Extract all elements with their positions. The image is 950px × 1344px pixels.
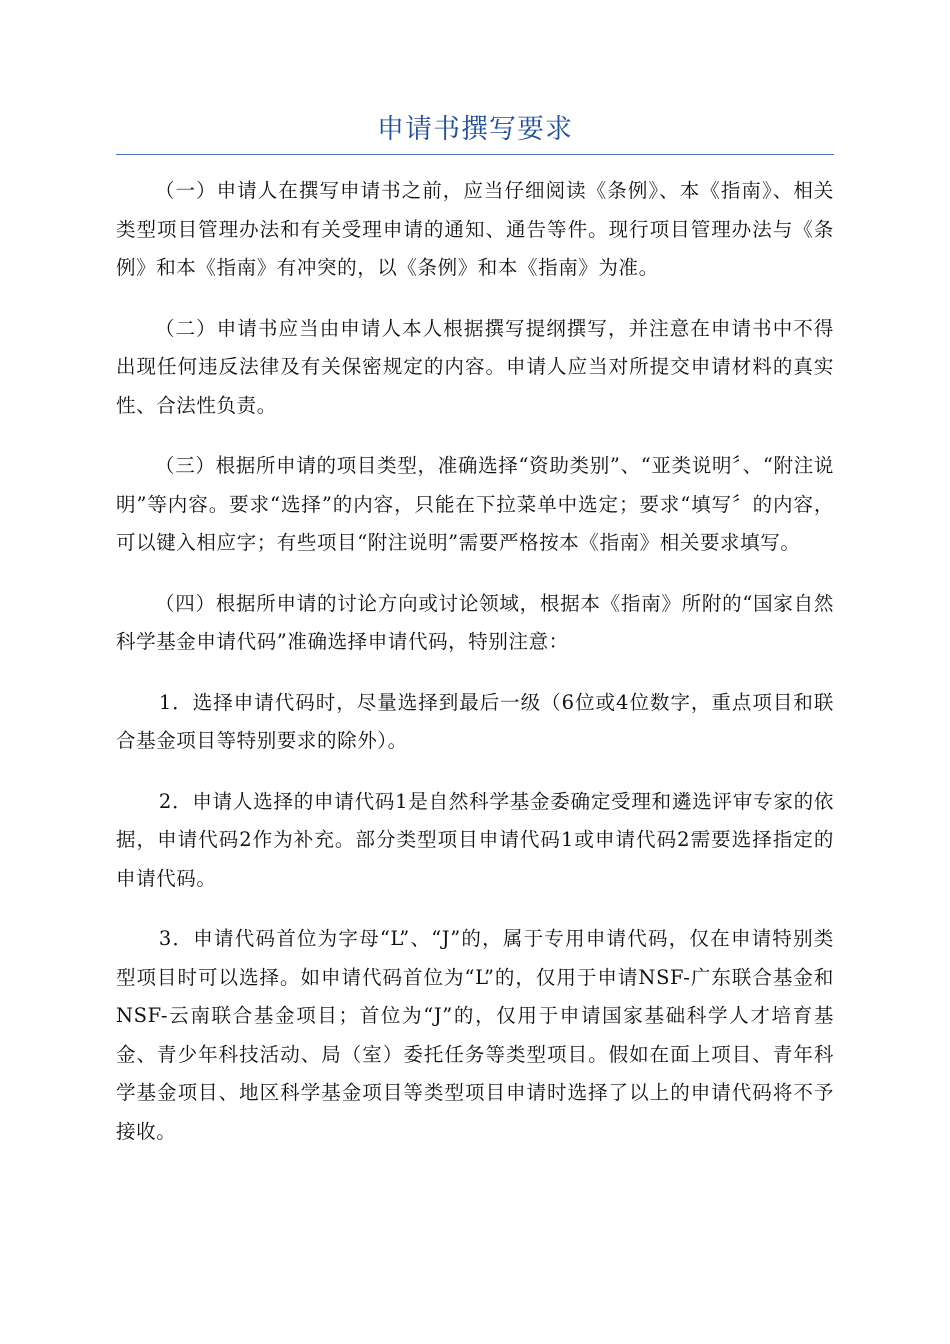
paragraph-3: （三）根据所申请的项目类型，准确选择“资助类别”、“亚类说明〞、“附注说明”等内容。要求“选择”的内容，只能在下拉菜单中选定；要求“填写〞的内容，可以键入相应字；有些项目“附注说明”需要严格按本《指南》相关要求填写。 [116, 454, 834, 554]
document-title: 申请书撰写要求 [377, 114, 573, 145]
document-body [116, 172, 834, 1173]
list-item-2: 2．申请人选择的申请代码1是自然科学基金委确定受理和遴选评审专家的依据，申请代码2作为补充。部分类型项目申请代码1或申请代码2需要选择指定的申请代码。 [116, 789, 834, 890]
list-item-1: 1．选择申请代码时，尽量选择到最后一级（6位或4位数字，重点项目和联合基金项目等特别要求的除外）。 [116, 690, 834, 752]
paragraph-2: （二）申请书应当由申请人本人根据撰写提纲撰写，并注意在申请书中不得出现任何违反法律及有关保密规定的内容。申请人应当对所提交申请材料的真实性、合法性负责。 [116, 316, 834, 417]
title-divider [116, 154, 834, 155]
list-item-3: 3．申请代码首位为字母“L”、“J”的，属于专用申请代码，仅在申请特别类型项目时可以选择。如申请代码首位为“L”的，仅用于申请NSF-广东联合基金和NSF-云南联合基金项目；首位为“J”的，仅用于申请国家基础科学人才培育基金、青少年科技活动、局（室）委托任务等类型项目。假如在面上项目、青年科学基金项目、地区科学基金项目等类型项目申请时选择了以上的申请代码将不予接收。 [116, 927, 834, 1143]
paragraph-1: （一）申请人在撰写申请书之前，应当仔细阅读《条例》、本《指南》、相关类型项目管理办法和有关受理申请的通知、通告等件。现行项目管理办法与《条例》和本《指南》有冲突的，以《条例》和本《指南》为准。 [116, 179, 834, 279]
paragraph-4: （四）根据所申请的讨论方向或讨论领域，根据本《指南》所附的“国家自然科学基金申请代码”准确选择申请代码，特别注意： [116, 591, 834, 653]
